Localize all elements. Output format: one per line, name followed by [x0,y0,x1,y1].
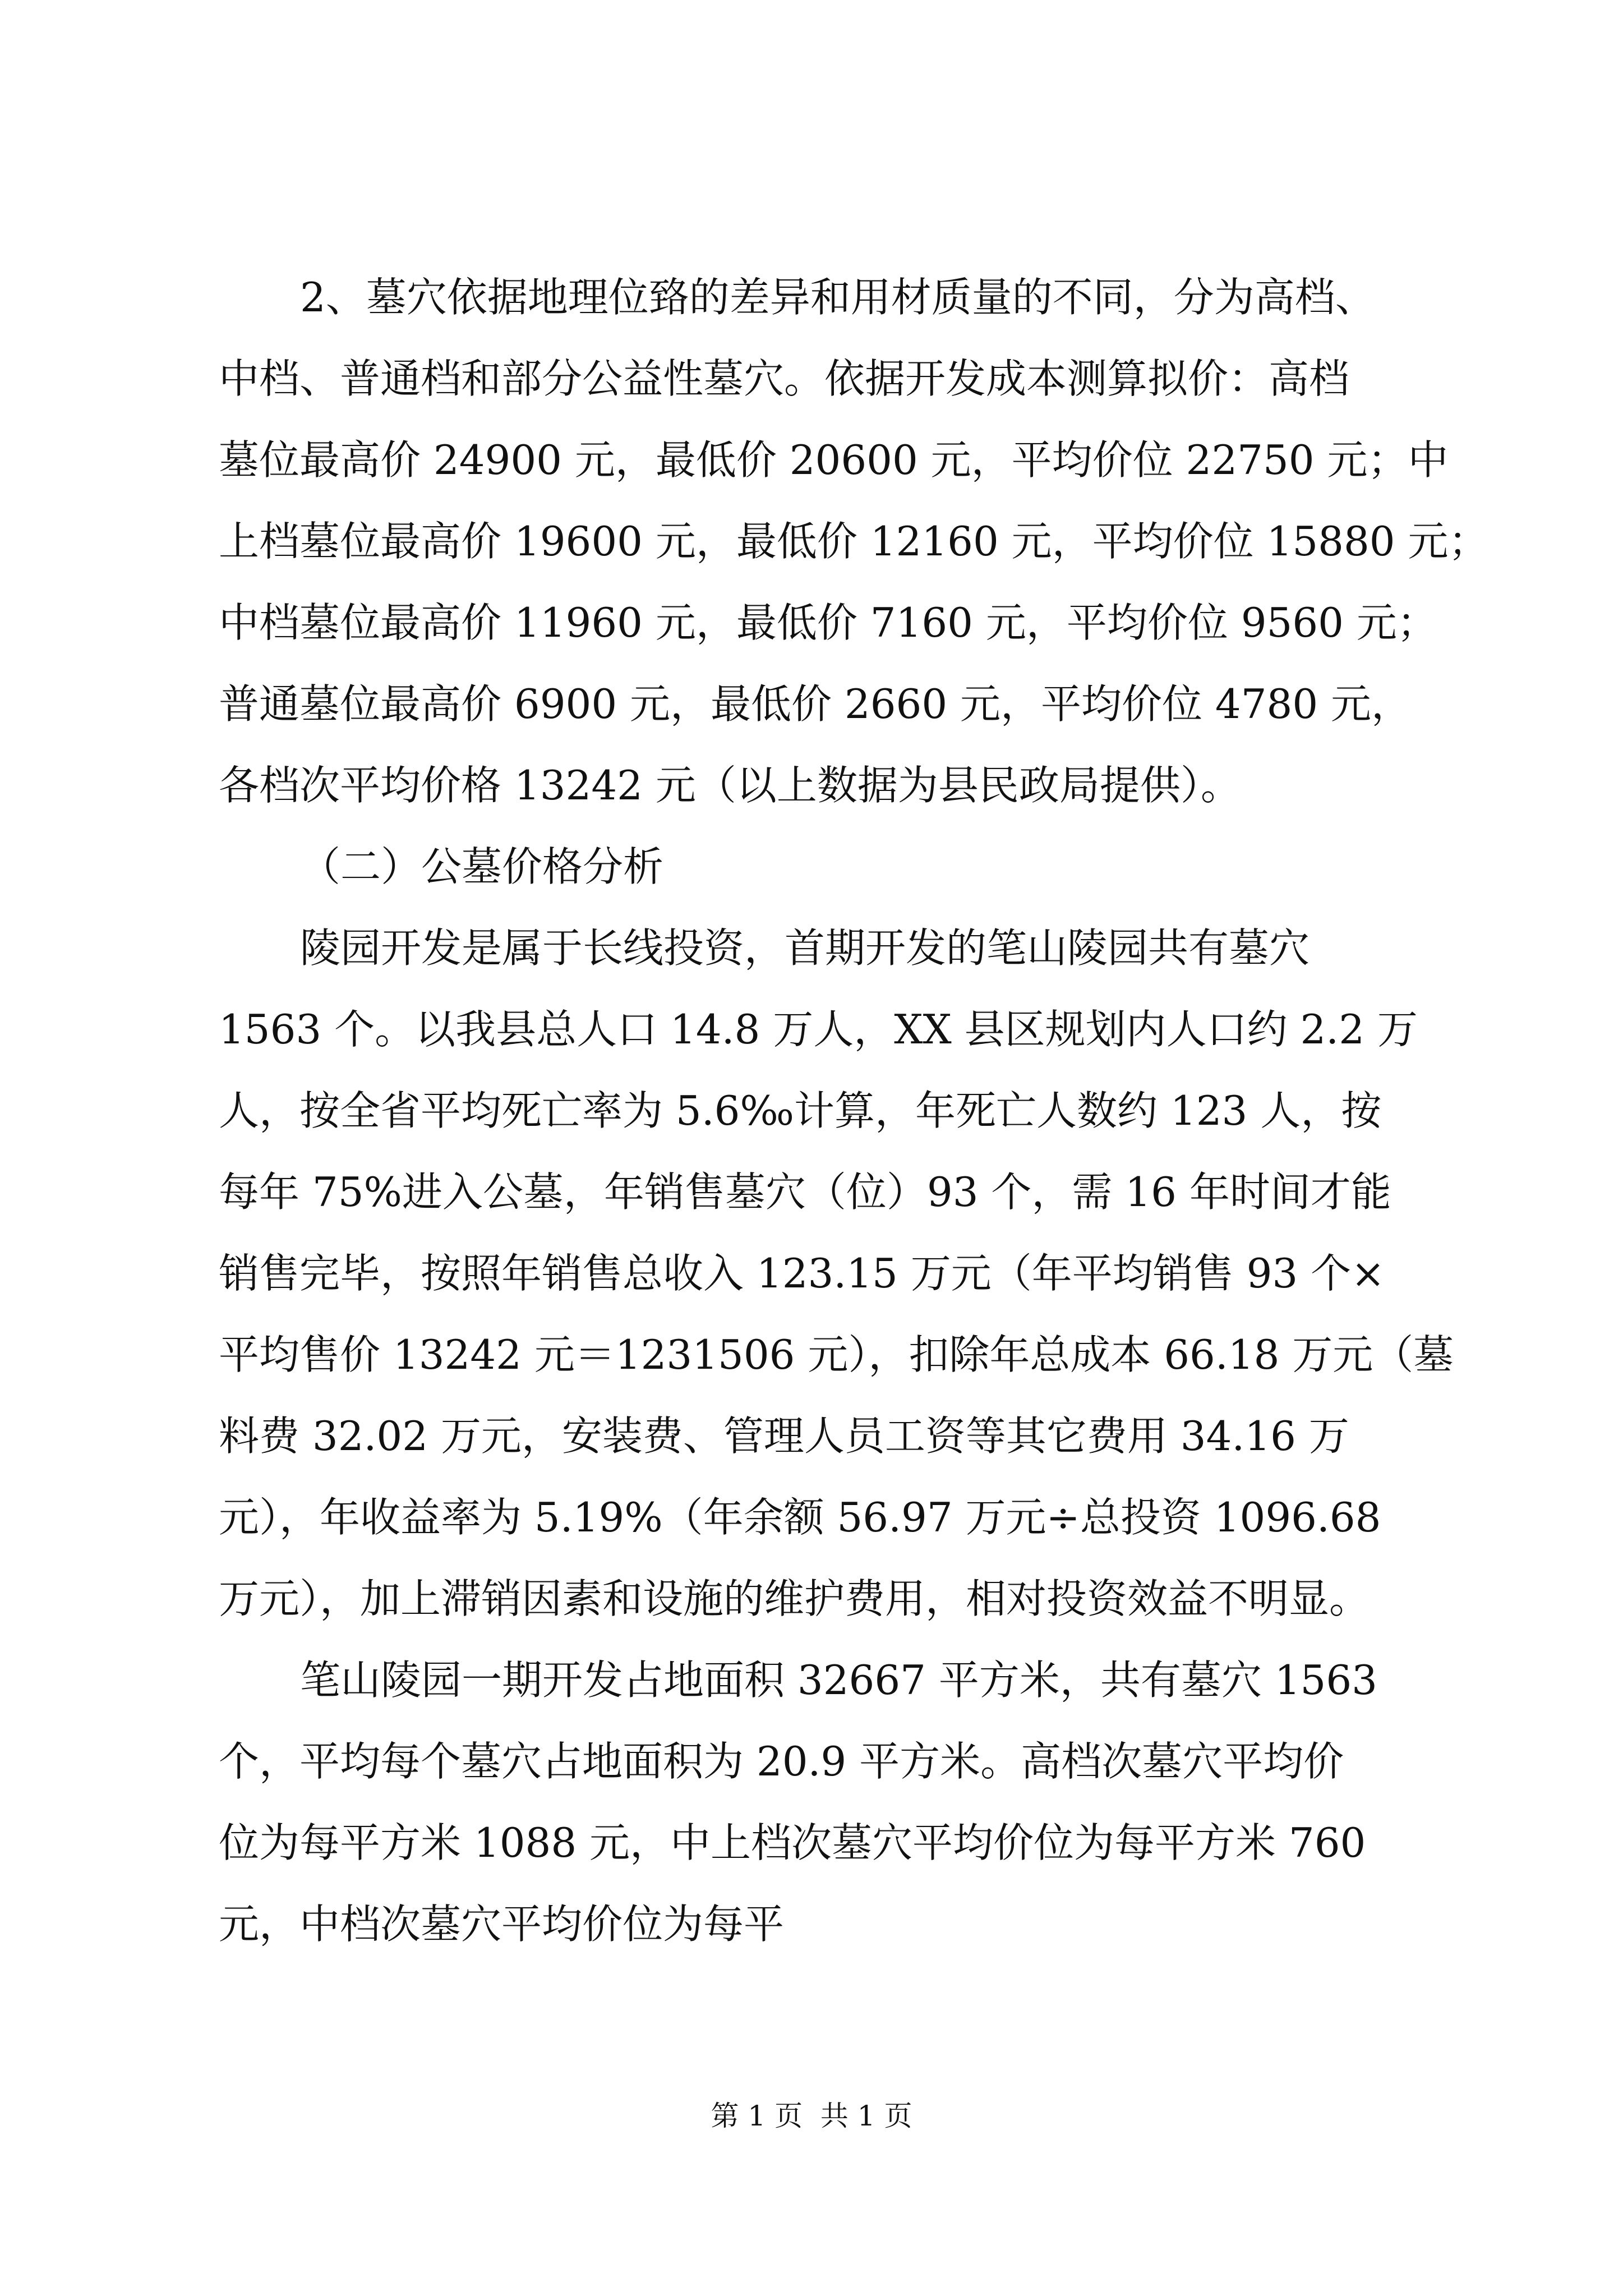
text-line: 个，平均每个墓穴占地面积为 20.9 平方米。高档次墓穴平均价 [219,1738,1344,1785]
text-line: 每年 75%进入公墓，年销售墓穴（位）93 个，需 16 年时间才能 [219,1168,1391,1216]
text-line: 上档墓位最高价 19600 元，最低价 12160 元，平均价位 15880 元； [219,518,1489,565]
section-heading: （二）公墓价格分析 [300,843,664,890]
text-line: 元），年收益率为 5.19%（年余额 56.97 万元÷总投资 1096.68 [219,1494,1381,1541]
text-line: 万元），加上滞销因素和设施的维护费用，相对投资效益不明显。 [219,1575,1370,1622]
text-line: 销售完毕，按照年销售总收入 123.15 万元（年平均销售 93 个× [219,1250,1385,1297]
text-line: 位为每平方米 1088 元，中上档次墓穴平均价位为每平方米 760 [219,1819,1366,1866]
text-line: 平均售价 13242 元＝1231506 元），扣除年总成本 66.18 万元（墓 [219,1331,1454,1378]
text-line: 陵园开发是属于长线投资，首期开发的笔山陵园共有墓穴 [300,924,1310,972]
text-line: 中档、普通档和部分公益性墓穴。依据开发成本测算拟价：高档 [219,355,1350,402]
text-line: 料费 32.02 万元，安装费、管理人员工资等其它费用 34.16 万 [219,1412,1349,1460]
text-line: 笔山陵园一期开发占地面积 32667 平方米，共有墓穴 1563 [300,1657,1377,1704]
page-footer: 第 1 页 共 1 页 [711,2100,912,2132]
text-line: 元，中档次墓穴平均价位为每平 [219,1901,785,1948]
text-line: 中档墓位最高价 11960 元，最低价 7160 元，平均价位 9560 元； [219,599,1437,646]
text-line: 人，按全省平均死亡率为 5.6‰计算，年死亡人数约 123 人，按 [219,1087,1382,1134]
text-line: 1563 个。以我县总人口 14.8 万人，XX 县区规划内人口约 2.2 万 [219,1006,1418,1053]
text-line: 2、墓穴依据地理位臵的差异和用材质量的不同，分为高档、 [300,274,1376,321]
text-line: 墓位最高价 24900 元，最低价 20600 元，平均价位 22750 元；中 [219,436,1449,484]
text-line: 各档次平均价格 13242 元（以上数据为县民政局提供）。 [219,762,1241,809]
text-line: 普通墓位最高价 6900 元，最低价 2660 元，平均价位 4780 元， [219,680,1412,728]
